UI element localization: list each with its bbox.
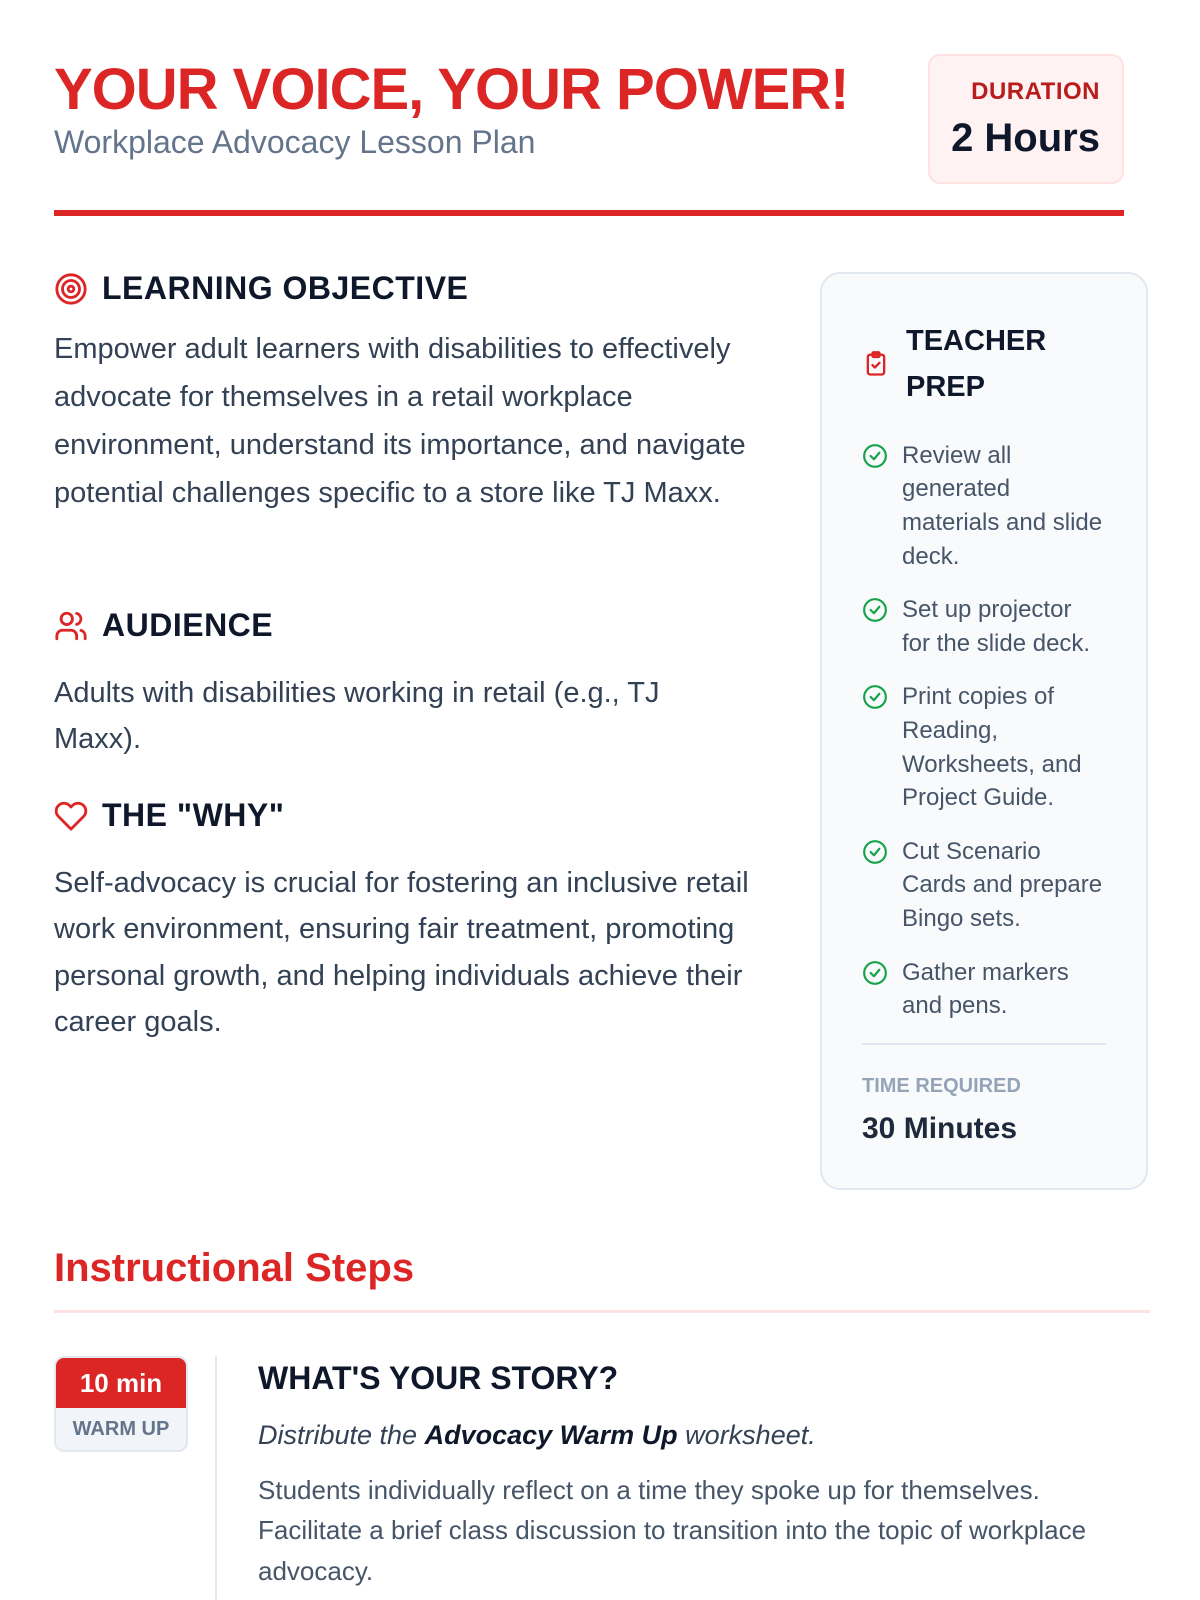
prep-item-text: Gather markers and pens. (902, 958, 1069, 1020)
prep-item-text: Cut Scenario Cards and prepare Bingo sets. (902, 837, 1103, 932)
step-description: Students individually reflect on a time they spoke up for themselves. Facilitate a brief class discussion to transition into the topic of workplace advocacy. (258, 1475, 1087, 1586)
duration-box (928, 54, 1124, 184)
steps-divider (54, 1310, 1150, 1313)
duration-label: DURATION (971, 78, 1100, 105)
step-instruction-pre: Distribute the (258, 1420, 425, 1450)
teacher-prep-heading-row (862, 318, 1106, 411)
page-title: YOUR VOICE, YOUR POWER! (54, 57, 849, 122)
list-item (862, 956, 1106, 1023)
audience-text: Adults with disabilities working in retail (e.g., TJ Maxx). (54, 677, 660, 756)
time-required-value: 30 Minutes (862, 1111, 1018, 1145)
duration-value: 2 Hours (951, 116, 1100, 160)
objective-heading-row (54, 270, 468, 307)
teacher-prep-heading: TEACHER PREP (906, 325, 1047, 404)
step-timeline-line (215, 1356, 217, 1600)
prep-item-text: Print copies of Reading, Worksheets, and Project Guide. (902, 683, 1082, 812)
teacher-prep-list (862, 439, 1106, 1023)
prep-item-text: Set up projector for the slide deck. (902, 596, 1091, 657)
prep-divider (862, 1043, 1106, 1045)
step-phase: WARM UP (72, 1418, 170, 1440)
list-item (862, 680, 1106, 814)
why-heading-row (54, 797, 284, 834)
users-icon (54, 609, 88, 643)
header (54, 0, 1124, 216)
objective-heading: LEARNING OBJECTIVE (102, 270, 469, 306)
check-circle-icon (862, 443, 888, 469)
step-instruction-post: worksheet. (677, 1420, 816, 1450)
step-instruction (258, 1420, 816, 1451)
clipboard-check-icon (862, 350, 890, 378)
why-text: Self-advocacy is crucial for fostering an inclusive retail work environment, ensuring fair treatment, promoting personal growth, and helping individuals achieve their career goals. (54, 867, 749, 1039)
heart-icon (54, 799, 88, 833)
list-item (862, 593, 1106, 660)
why-heading: THE "WHY" (102, 797, 285, 833)
time-required-label: TIME REQUIRED (862, 1074, 1021, 1097)
step-time-badge (54, 1356, 188, 1452)
teacher-prep-card (820, 272, 1148, 1190)
page-subtitle: Workplace Advocacy Lesson Plan (54, 124, 536, 160)
instructional-steps-heading: Instructional Steps (54, 1246, 415, 1290)
step-instruction-bold: Advocacy Warm Up (424, 1420, 678, 1450)
step-duration: 10 min (56, 1358, 186, 1408)
check-circle-icon (862, 684, 888, 710)
list-item (862, 835, 1106, 936)
objective-text: Empower adult learners with disabilities to effectively advocate for themselves in a retail workplace environment, understand its importance, and navigate potential challenges specific to a store like TJ Maxx. (54, 333, 746, 509)
target-icon (54, 272, 88, 306)
prep-item-text: Review all generated materials and slide deck. (902, 441, 1103, 570)
check-circle-icon (862, 960, 888, 986)
list-item (862, 439, 1106, 573)
step-title: WHAT'S YOUR STORY? (258, 1360, 619, 1396)
audience-heading-row (54, 607, 273, 644)
audience-heading: AUDIENCE (102, 607, 274, 643)
check-circle-icon (862, 839, 888, 865)
check-circle-icon (862, 597, 888, 623)
